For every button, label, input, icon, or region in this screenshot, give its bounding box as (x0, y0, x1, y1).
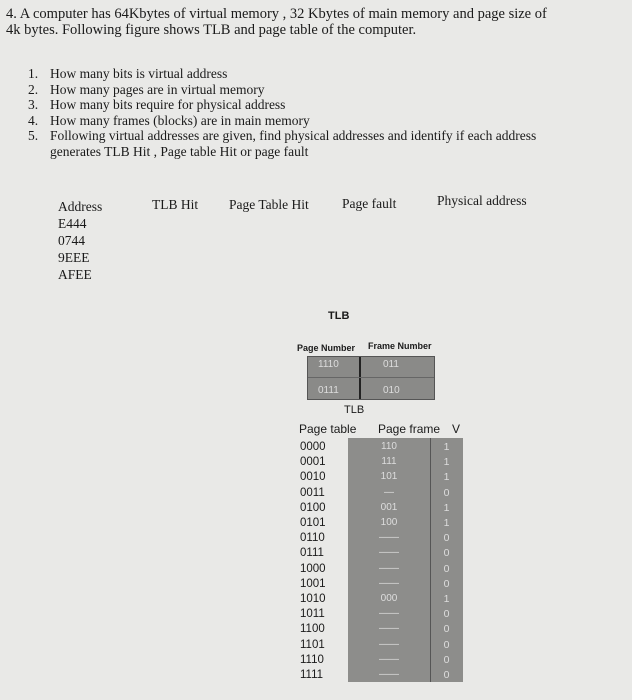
page-number-list (300, 440, 326, 683)
tlb-page: 1110 (318, 359, 339, 370)
page-table-col-frame: Page frame (378, 422, 441, 436)
page-frame: 101 (380, 471, 398, 483)
page-frame: 100 (380, 517, 398, 528)
page-table-col-v: V (452, 422, 461, 436)
tlb-frame: 011 (383, 359, 399, 370)
valid-bit: 0 (443, 638, 450, 651)
tlb-col-frame: Frame Number (368, 341, 432, 351)
page-frame: —— (379, 669, 399, 680)
valid-bit: 0 (443, 486, 450, 499)
list-item: 4. How many frames (blocks) are in main memory (28, 112, 310, 128)
page-number: 1110 (300, 653, 324, 666)
question-line-2: 4k bytes. Following figure shows TLB and page table of the computer. (6, 22, 417, 38)
page-number: 0101 (300, 517, 326, 530)
page-number: 0010 (300, 471, 326, 484)
page-frame: —— (379, 638, 399, 650)
tlb-caption: TLB (344, 404, 365, 416)
page-number: 1111 (300, 669, 324, 682)
valid-bit: 0 (443, 577, 450, 590)
page-number: 0111 (300, 547, 324, 560)
page-number: 0001 (300, 456, 326, 469)
address-list (58, 215, 92, 283)
list-item: 3. How many bits require for physical address (28, 97, 286, 112)
tlb-title: TLB (328, 310, 350, 322)
page-frame: — (384, 486, 394, 498)
page-frame: —— (379, 547, 399, 559)
page-number: 1000 (300, 562, 326, 575)
page-number: 1010 (300, 593, 326, 606)
address: 0744 (58, 233, 85, 248)
page-frame: 110 (381, 441, 397, 452)
tlb-frame: 010 (383, 385, 400, 396)
header-physical-address: Physical address (437, 193, 527, 208)
header-tlb-hit: TLB Hit (152, 197, 199, 212)
address: AFEE (58, 267, 92, 282)
header-address: Address (58, 199, 103, 214)
valid-bit: 0 (443, 669, 450, 681)
page-table (348, 438, 463, 682)
valid-bit: 0 (443, 608, 450, 621)
list-item: 2. How many pages are in virtual memory (28, 81, 265, 97)
valid-bit: 0 (443, 532, 450, 545)
page-number: 0100 (300, 501, 326, 514)
valid-bit: 1 (443, 501, 450, 514)
list-item: 5. Following virtual addresses are given, find physical addresses and identify if each address (28, 128, 537, 143)
header-page-table-hit: Page Table Hit (229, 197, 309, 212)
question-line-1: 4. A computer has 64Kbytes of virtual memory , 32 Kbytes of main memory and page size of (6, 6, 547, 22)
valid-bit: 1 (443, 517, 450, 529)
page-frame: 111 (381, 456, 397, 468)
address: 9EEE (58, 250, 90, 265)
page-frame: —— (379, 562, 399, 574)
valid-bit: 0 (443, 653, 450, 666)
page-number: 0011 (300, 486, 325, 499)
page-number: 0110 (300, 532, 325, 545)
question-list (28, 66, 536, 159)
valid-bit: 1 (443, 441, 450, 453)
page-frame: 001 (380, 501, 398, 513)
valid-bit: 0 (443, 623, 450, 636)
page-number: 0000 (300, 441, 326, 453)
address: E444 (58, 216, 87, 231)
valid-bit: 1 (443, 456, 450, 469)
valid-bit: 0 (443, 562, 450, 575)
page-table-title: Page table (299, 422, 357, 436)
page-frame: —— (379, 653, 399, 665)
page-frame: —— (379, 532, 399, 544)
page-number: 1100 (300, 623, 325, 636)
page-number: 1011 (300, 608, 325, 621)
valid-bit: 0 (443, 547, 450, 560)
tlb-table (307, 356, 435, 400)
tlb-col-page: Page Number (297, 343, 356, 353)
page-number: 1101 (300, 638, 325, 651)
header-page-fault: Page fault (342, 196, 397, 211)
list-item: generates TLB Hit , Page table Hit or page fault (50, 143, 309, 159)
page-frame: —— (379, 608, 399, 620)
valid-bit: 1 (443, 471, 450, 484)
page-frame: —— (379, 577, 399, 589)
list-item: 1. How many bits is virtual address (28, 66, 228, 81)
tlb-page: 0111 (318, 385, 339, 396)
page-number: 1001 (300, 577, 326, 590)
page-frame: 000 (380, 593, 398, 604)
valid-bit: 1 (443, 593, 450, 605)
page-frame: —— (379, 623, 399, 635)
